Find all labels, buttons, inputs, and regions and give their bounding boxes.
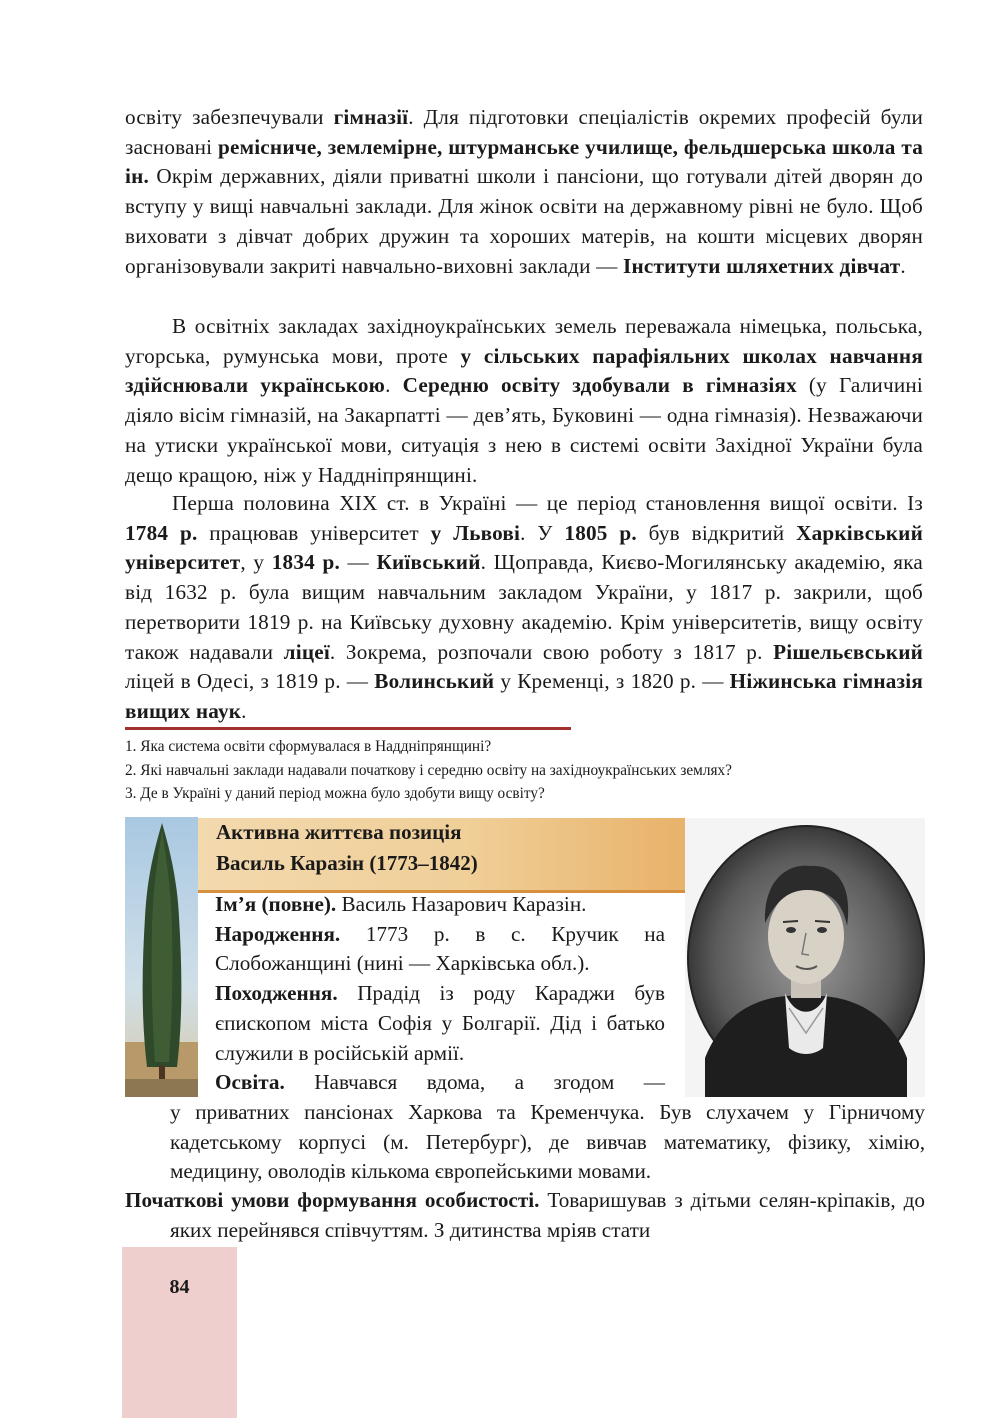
bio-line-education: Освіта. Навчався вдома, а згодом — [215,1070,665,1095]
bio-education-continued: у приватних пансіонах Харкова та Кременчука. Був слухачем у Гірничому кадетському корпусі (м. Петербург), де вивчав математику, фізику, хімію, медицину, оволодів кількома європейськими мовами. [170,1100,925,1184]
bold-term: 1784 р. [125,520,198,545]
text-run: ліцей в Одесі, з 1819 р. — [125,669,375,694]
portrait-image [685,818,925,1097]
bold-term: Київський [376,550,481,575]
bio-line-origin: Походження. Прадід із роду Караджи був єпископом міста Софія у Болгарії. Дід і батько служили в російській армії. [215,981,665,1065]
question-item: 2. Які навчальні заклади надавали початкову і середню освіту на західноукраїнських землях? [125,761,732,779]
text-run: Перша половина ХІХ ст. в Україні — це період становлення вищої освіти. Із [172,491,923,515]
bold-term: 1805 р. [564,520,637,545]
text-run: . [385,373,403,398]
text-run: працював університет [197,520,431,545]
bold-term: Інститути шляхетних дівчат [623,253,901,278]
bold-term: 1834 р. [271,550,340,575]
bold-term: Волинський [374,669,495,694]
bold-term: гімназії [333,105,409,129]
text-run: — [339,550,377,575]
paragraph-western-ukraine [125,312,923,490]
banner-heading: Активна життєва позиція [216,820,462,844]
question-item: 3. Де в Україні у даний період можна було здобути вищу освіту? [125,785,545,802]
banner-person-name: Василь Каразін (1773–1842) [216,851,478,875]
bold-term: ремісниче, землемірне, штурманське училище, фельдшерська школа та ін. [125,134,923,189]
text-run: . [241,698,247,723]
text-run: . Для підготовки спеціалістів окремих професій були засновані [125,105,924,159]
bio-line-birth: Народження. 1773 р. в с. Кручик на Слобожанщині (нині — Харківська обл.). [215,921,665,976]
bio-line-name: Ім’я (повне). Василь Назарович Каразін. [215,892,587,916]
bold-term: ліцеї [283,639,330,664]
page-number: 84 [169,1276,190,1298]
bold-term: Харківський університет [125,520,923,575]
paragraph-education-gymnasiums [125,103,923,281]
bold-term: Ніжинська гімназія вищих наук [125,669,923,723]
review-questions [125,735,925,806]
text-run: . У [520,520,565,545]
page-number-tab [122,1247,237,1418]
activity-banner [198,818,685,893]
text-run: у Кременці, з 1820 р. — [494,669,730,694]
biography-block [215,890,665,1098]
bio-early-conditions: Початкові умови формування особистості. Товаришував з дітьми селян-кріпаків, до яких перейнявся співчуттям. З дитинства мріяв стати [125,1188,925,1242]
text-run: В освітніх закладах західноукраїнських земель переважала німецька, польська, угорська, румунська мови, проте [125,314,923,368]
bold-term: Середню освіту здобували в гімназіях [402,373,797,398]
cypress-tree-image [125,817,198,1097]
bold-term: у сільських парафіяльних школах навчання здійснювали українською [125,343,923,398]
text-run: був відкритий [636,520,797,545]
question-item: 1. Яка система освіти сформувалася в Наддніпрянщині? [125,738,492,755]
text-run: Окрім державних, діяли приватні школи і пансіони, що готували дітей дворян до вступу у вищі навчальні заклади. Для жінок освіти на державному рівні не було. Щоб виховати з дівчат добрих дружин та хороших матерів, на кошти місцевих дворян організовували закриті навчально-виховні заклади — [125,164,923,278]
section-divider [125,727,571,730]
text-run: (у Галичині діяло вісім гімназій, на Закарпатті — дев’ять, Буковині — одна гімназія). Незважаючи на утиски української мови, ситуація з нею в системі освіти Західної України була дещо кращою, ніж у Наддніпрянщині. [125,373,923,487]
bold-term: Рішельєвський [773,639,924,664]
text-run: , у [240,550,272,575]
text-run: . Зокрема, розпочали свою роботу з 1817 р. [329,639,774,664]
text-run: . Щоправда, Києво-Могилянську академію, яка від 1632 р. була вищим навчальним закладом України, у 1817 р. закрили, щоб перетворити 1819 р. на Київську духовну академію. Крім університетів, вищу освіту також надавали [125,550,923,664]
text-run: освіту забезпечували [125,105,334,129]
bold-term: у Львові [430,520,521,545]
text-run: . [900,253,906,278]
paragraph-higher-education [125,489,923,727]
